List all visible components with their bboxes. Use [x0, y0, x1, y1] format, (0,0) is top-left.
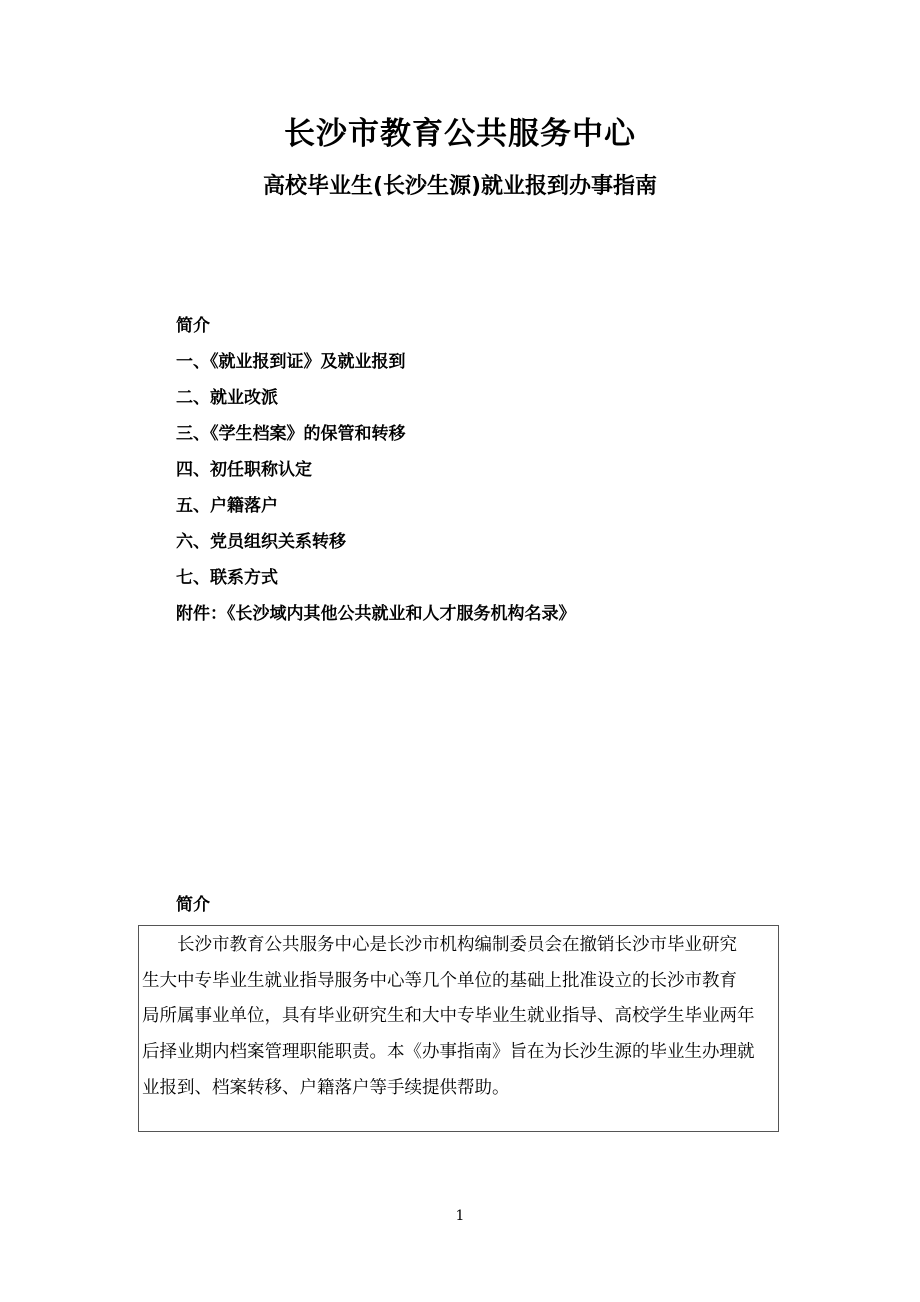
paragraph-line: 长沙市教育公共服务中心是长沙市机构编制委员会在撤销长沙市毕业研究: [177, 935, 737, 955]
toc-item: 六、党员组织关系转移: [176, 532, 346, 552]
paragraph-line: 后择业期内档案管理职能职责。本《办事指南》旨在为长沙生源的毕业生办理就: [142, 1042, 755, 1063]
toc-item: 二、就业改派: [176, 388, 278, 408]
page-number: 1: [455, 1208, 465, 1224]
toc-item: 七、联系方式: [176, 568, 278, 588]
section-heading: 简介: [176, 895, 210, 915]
document-subtitle: 高校毕业生(长沙生源)就业报到办事指南: [262, 174, 658, 199]
toc-item: 附件：《长沙域内其他公共就业和人才服务机构名录》: [176, 604, 576, 624]
intro-text-box: [138, 925, 779, 1132]
table-of-contents: [176, 313, 576, 637]
toc-item: 四、初任职称认定: [176, 460, 312, 480]
paragraph-line: 生大中专毕业生就业指导服务中心等几个单位的基础上批准设立的长沙市教育: [142, 970, 737, 991]
toc-item: 三、《学生档案》的保管和转移: [176, 424, 406, 444]
toc-item: 一、《就业报到证》及就业报到: [176, 352, 406, 372]
paragraph-line: 局所属事业单位，具有毕业研究生和大中专毕业生就业指导、高校学生毕业两年: [142, 1006, 755, 1027]
paragraph-line: 业报到、档案转移、户籍落户等手续提供帮助。: [142, 1077, 510, 1098]
toc-item: 简介: [176, 316, 210, 336]
toc-item: 五、户籍落户: [176, 496, 278, 516]
document-title: 长沙市教育公共服务中心: [284, 116, 636, 152]
